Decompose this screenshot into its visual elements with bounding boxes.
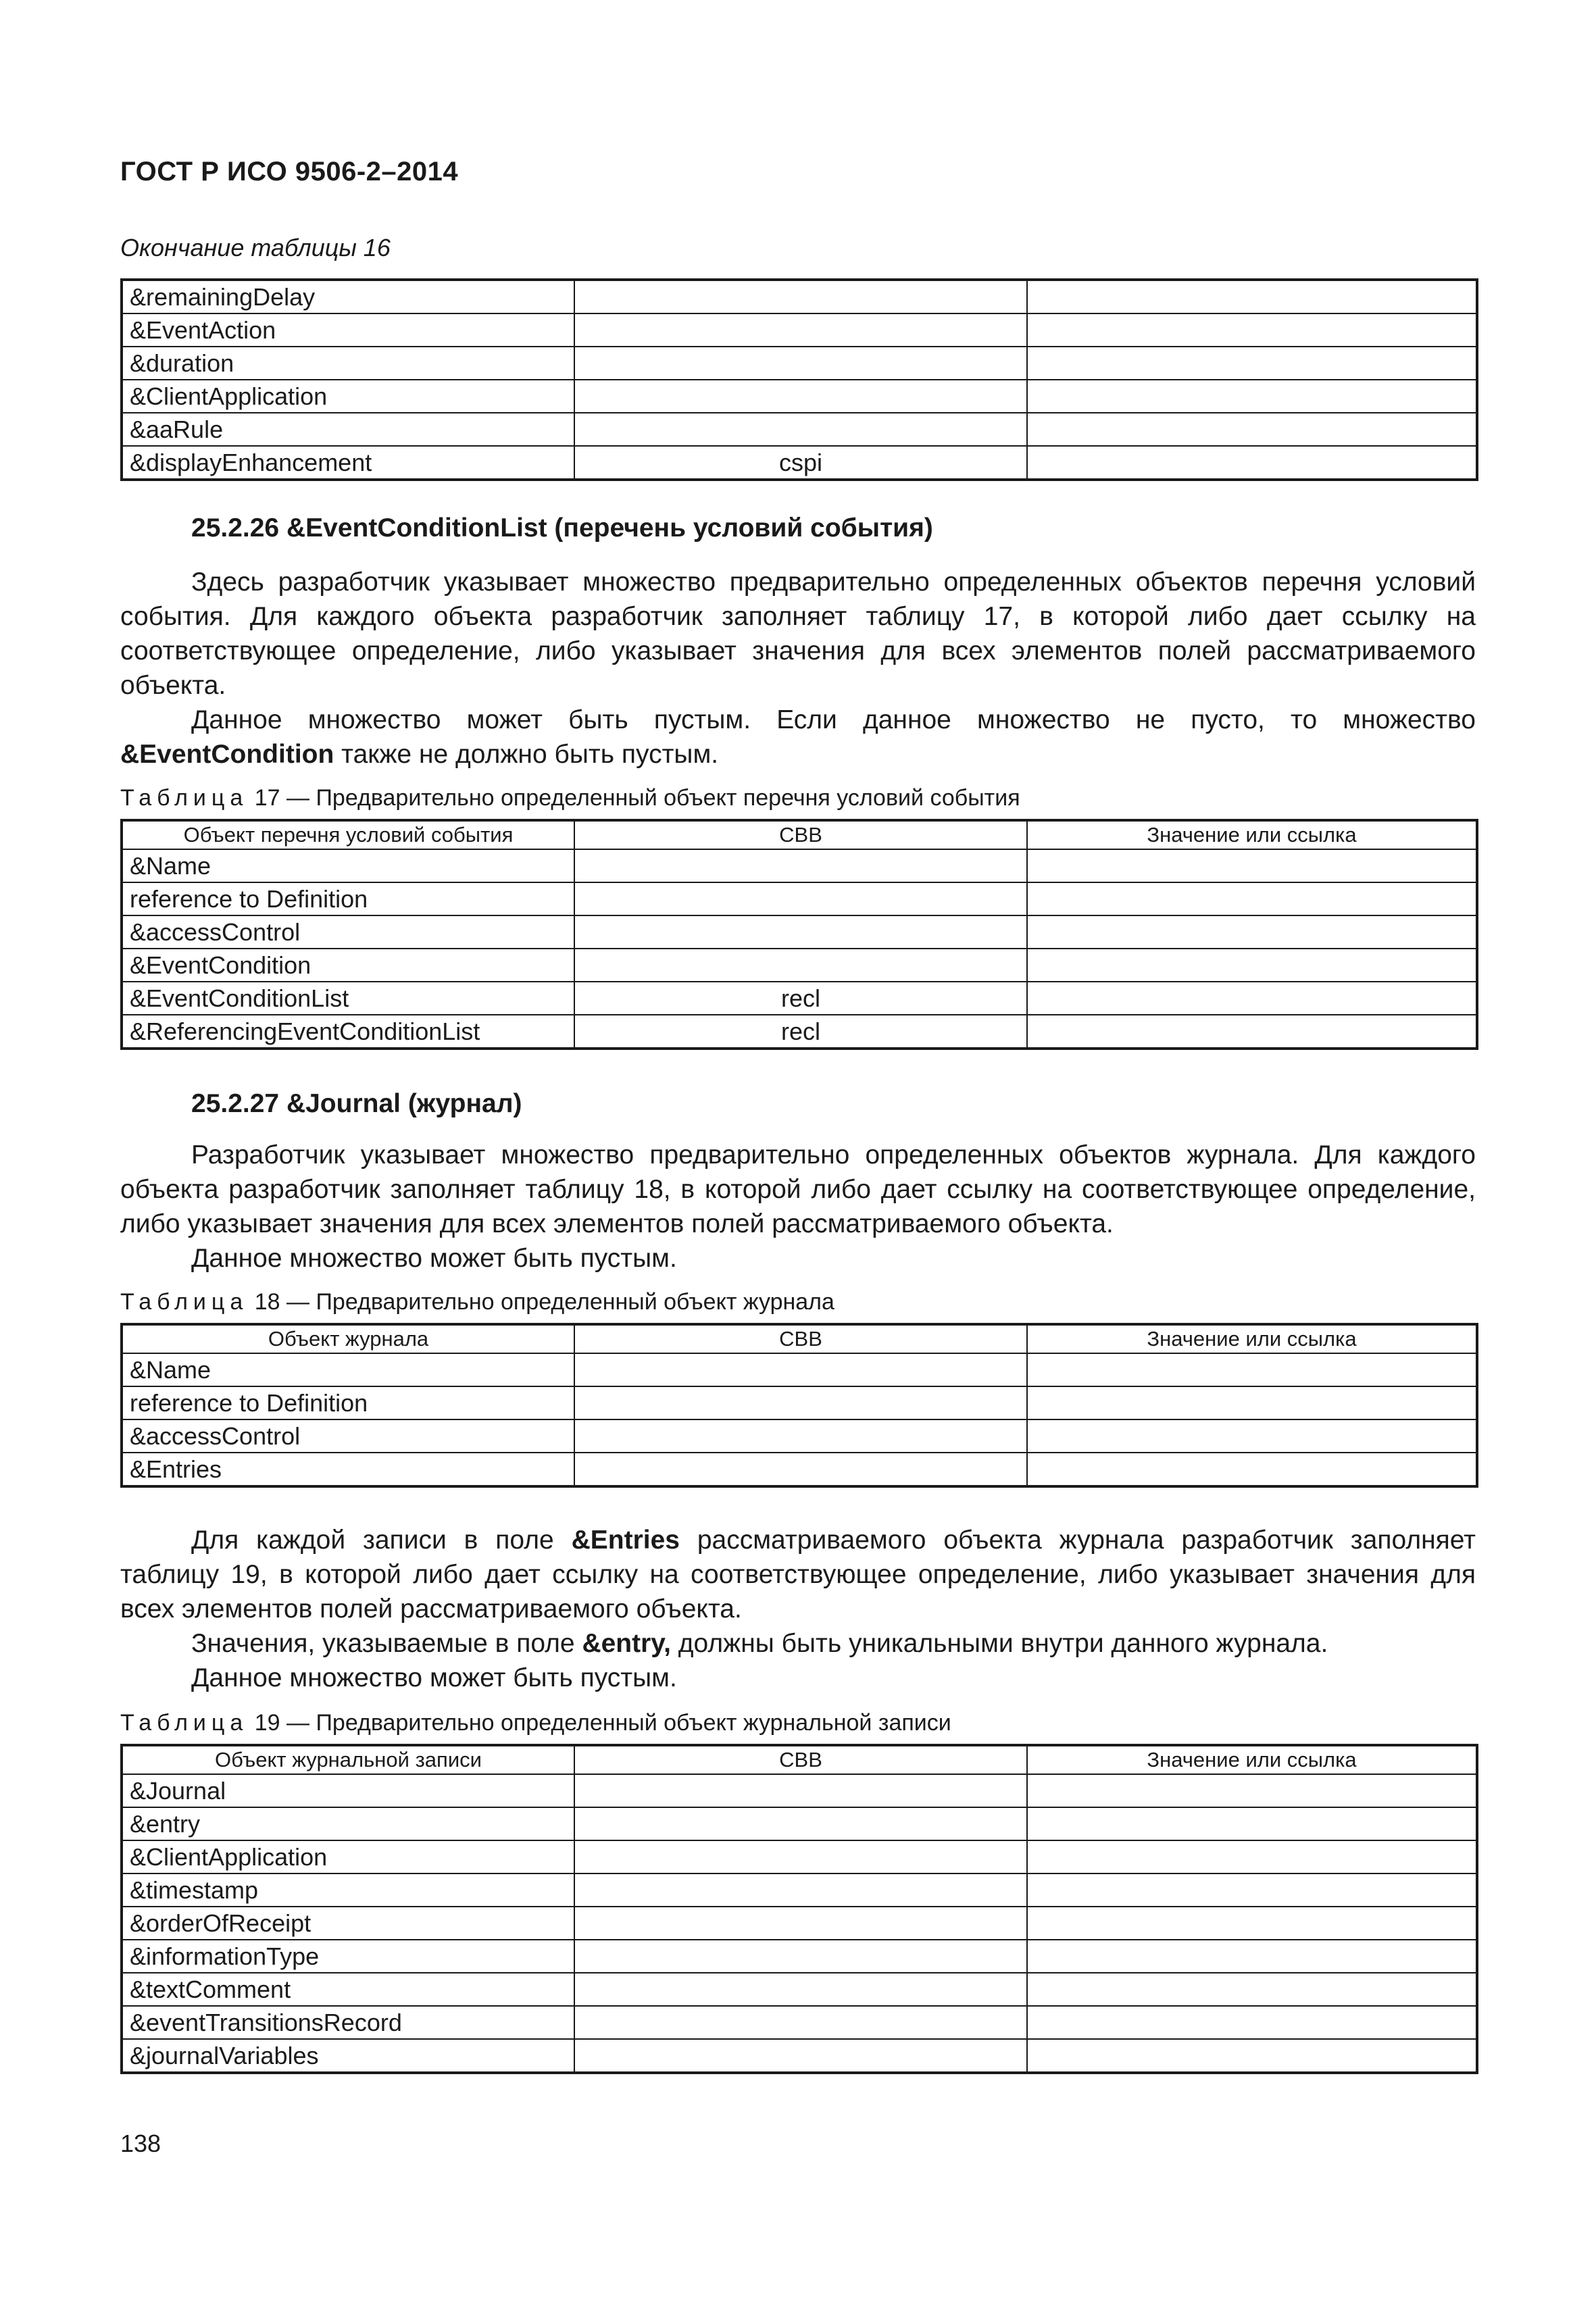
table-row — [122, 915, 1477, 949]
column-header: СВВ — [574, 1745, 1027, 1774]
column-header: Значение или ссылка — [1027, 1324, 1477, 1353]
table-16-end — [120, 278, 1478, 481]
table-cell: &remainingDelay — [122, 280, 574, 313]
table-cell: cspi — [574, 446, 1027, 480]
paragraph: Разработчик указывает множество предварительно определенных объектов журнала. Для каждого объекта разработчик заполняет таблицу 18, в которой либо дает ссылку на соответствующее определение, либо указывает значения для всех элементов полей рассматриваемого объекта. — [120, 1140, 1476, 1238]
table-16-continuation-caption: Окончание таблицы 16 — [120, 234, 391, 261]
text-run: Значения, указываемые в поле — [191, 1629, 582, 1658]
table-cell — [574, 1840, 1027, 1873]
document-header: ГОСТ Р ИСО 9506-2–2014 — [120, 157, 459, 186]
table-row — [122, 347, 1477, 380]
table-cell — [574, 380, 1027, 413]
table-cell — [1027, 882, 1477, 915]
bold-term: &EventCondition — [120, 740, 334, 769]
table-header — [122, 820, 1477, 849]
table-18 — [120, 1323, 1478, 1488]
table-row — [122, 1353, 1477, 1386]
table-cell — [1027, 380, 1477, 413]
table-cell — [574, 1353, 1027, 1386]
table-cell: &textComment — [122, 1973, 574, 2006]
table-cell: &Name — [122, 849, 574, 882]
table-label: Таблица — [120, 785, 249, 811]
table-cell — [1027, 1907, 1477, 1940]
table-label: Таблица — [120, 1710, 249, 1736]
table-cell — [574, 1940, 1027, 1973]
table-cell: recl — [574, 982, 1027, 1015]
table-cell — [574, 882, 1027, 915]
table-cell — [1027, 1419, 1477, 1453]
table-cell — [1027, 1386, 1477, 1419]
table-cell — [574, 949, 1027, 982]
table-cell: &EventConditionList — [122, 982, 574, 1015]
table-header-row — [122, 1324, 1477, 1353]
table-cell: &EventCondition — [122, 949, 574, 982]
table-cell: &entry — [122, 1807, 574, 1840]
table-cell: &Entries — [122, 1453, 574, 1486]
table-cell: &Journal — [122, 1774, 574, 1807]
text-run: рассматриваемого объекта журнала разработчик заполняет таблицу 19, в которой либо дает ссылку на соответствующее определение, либо указывает значения для всех элементов полей рассматриваемого объекта. — [120, 1526, 1476, 1624]
table-row — [122, 2039, 1477, 2073]
table-cell — [574, 1973, 1027, 2006]
table-cell — [574, 2039, 1027, 2073]
table-cell — [574, 1774, 1027, 1807]
table-title-text: 18 — Предварительно определенный объект журнала — [248, 1289, 834, 1315]
table-row — [122, 949, 1477, 982]
text-run: Данное множество может быть пустым. Если данное множество не пусто, то множество — [191, 705, 1476, 734]
table-cell — [574, 347, 1027, 380]
table-row — [122, 1015, 1477, 1049]
paragraph — [120, 1626, 1476, 1661]
table-cell — [1027, 280, 1477, 313]
table-cell: &accessControl — [122, 1419, 574, 1453]
table-cell — [1027, 347, 1477, 380]
table-17 — [120, 819, 1478, 1050]
bold-term: &Entries — [571, 1526, 680, 1555]
table-cell: &ClientApplication — [122, 380, 574, 413]
table-row — [122, 982, 1477, 1015]
text-run: также не должно быть пустым. — [334, 740, 719, 769]
column-header: Значение или ссылка — [1027, 820, 1477, 849]
table-cell — [574, 1907, 1027, 1940]
column-header: Объект журнала — [122, 1324, 574, 1353]
table-cell — [1027, 1353, 1477, 1386]
table-row — [122, 2006, 1477, 2039]
table-18-title — [120, 1289, 834, 1315]
table-body — [122, 1774, 1477, 2073]
table-cell — [1027, 982, 1477, 1015]
table-title-text: 19 — Предварительно определенный объект журнальной записи — [248, 1710, 951, 1736]
paragraph: Данное множество может быть пустым. — [191, 1244, 677, 1273]
section-heading-25-2-26: 25.2.26 &EventConditionList (перечень условий события) — [191, 513, 933, 543]
table-cell — [574, 1453, 1027, 1486]
table-19-title — [120, 1710, 951, 1736]
table-cell — [1027, 413, 1477, 446]
table-cell — [1027, 1015, 1477, 1049]
table-17-title — [120, 785, 1020, 811]
table-cell — [1027, 1807, 1477, 1840]
table-cell: &EventAction — [122, 313, 574, 347]
table-cell: &ClientApplication — [122, 1840, 574, 1873]
table-cell: &informationType — [122, 1940, 574, 1973]
table-cell: &aaRule — [122, 413, 574, 446]
table-cell — [574, 2006, 1027, 2039]
table-row — [122, 1940, 1477, 1973]
table-cell — [1027, 1840, 1477, 1873]
table-body — [122, 849, 1477, 1049]
table-cell — [574, 280, 1027, 313]
column-header: Значение или ссылка — [1027, 1745, 1477, 1774]
table-cell — [574, 313, 1027, 347]
table-row — [122, 280, 1477, 313]
table-cell — [574, 1419, 1027, 1453]
table-cell: &orderOfReceipt — [122, 1907, 574, 1940]
table-cell: &journalVariables — [122, 2039, 574, 2073]
table-row — [122, 882, 1477, 915]
paragraph — [120, 703, 1476, 772]
table-cell: recl — [574, 1015, 1027, 1049]
table-header-row — [122, 820, 1477, 849]
table-row — [122, 1873, 1477, 1907]
table-label: Таблица — [120, 1289, 249, 1315]
table-row — [122, 1973, 1477, 2006]
table-cell — [1027, 446, 1477, 480]
paragraph — [120, 1523, 1476, 1626]
table-cell — [1027, 2039, 1477, 2073]
table-cell: &ReferencingEventConditionList — [122, 1015, 574, 1049]
paragraph: Данное множество может быть пустым. — [191, 1663, 677, 1692]
table-row — [122, 413, 1477, 446]
section-heading-25-2-27: 25.2.27 &Journal (журнал) — [191, 1089, 522, 1118]
table-row — [122, 446, 1477, 480]
table-cell — [574, 413, 1027, 446]
table-row — [122, 1453, 1477, 1486]
table-cell — [1027, 2006, 1477, 2039]
table-cell — [1027, 1774, 1477, 1807]
table-cell — [1027, 1873, 1477, 1907]
column-header: Объект журнальной записи — [122, 1745, 574, 1774]
table-body — [122, 1353, 1477, 1486]
table-row — [122, 1840, 1477, 1873]
table-cell: &displayEnhancement — [122, 446, 574, 480]
table-19 — [120, 1744, 1478, 2074]
text-run: должны быть уникальными внутри данного журнала. — [670, 1629, 1328, 1658]
table-cell — [574, 1386, 1027, 1419]
column-header: Объект перечня условий события — [122, 820, 574, 849]
table-cell: reference to Definition — [122, 1386, 574, 1419]
table-cell — [1027, 1973, 1477, 2006]
table-cell — [574, 1873, 1027, 1907]
table-row — [122, 1807, 1477, 1840]
table-row — [122, 1774, 1477, 1807]
table-cell — [1027, 915, 1477, 949]
table-row — [122, 1419, 1477, 1453]
table-row — [122, 313, 1477, 347]
table-cell: &timestamp — [122, 1873, 574, 1907]
table-title-text: 17 — Предварительно определенный объект перечня условий события — [248, 785, 1020, 811]
table-body — [122, 280, 1477, 480]
table-cell — [1027, 313, 1477, 347]
table-cell: &accessControl — [122, 915, 574, 949]
table-header-row — [122, 1745, 1477, 1774]
table-row — [122, 1907, 1477, 1940]
table-header — [122, 1745, 1477, 1774]
table-cell: &duration — [122, 347, 574, 380]
column-header: СВВ — [574, 1324, 1027, 1353]
table-cell: &eventTransitionsRecord — [122, 2006, 574, 2039]
text-run: Для каждой записи в поле — [191, 1526, 572, 1555]
table-cell — [1027, 1453, 1477, 1486]
table-row — [122, 1386, 1477, 1419]
table-row — [122, 849, 1477, 882]
table-cell — [1027, 849, 1477, 882]
table-cell — [1027, 1940, 1477, 1973]
table-cell: &Name — [122, 1353, 574, 1386]
paragraph: Здесь разработчик указывает множество предварительно определенных объектов перечня условий события. Для каждого объекта разработчик заполняет таблицу 17, в которой либо дает ссылку на соответствующее определение, либо указывает значения для всех элементов полей рассматриваемого объекта. — [120, 568, 1476, 700]
bold-term: &entry, — [582, 1629, 671, 1658]
table-cell: reference to Definition — [122, 882, 574, 915]
table-cell — [574, 849, 1027, 882]
table-cell — [574, 1807, 1027, 1840]
table-header — [122, 1324, 1477, 1353]
column-header: СВВ — [574, 820, 1027, 849]
table-cell — [574, 915, 1027, 949]
table-row — [122, 380, 1477, 413]
table-cell — [1027, 949, 1477, 982]
page-number: 138 — [120, 2130, 161, 2157]
